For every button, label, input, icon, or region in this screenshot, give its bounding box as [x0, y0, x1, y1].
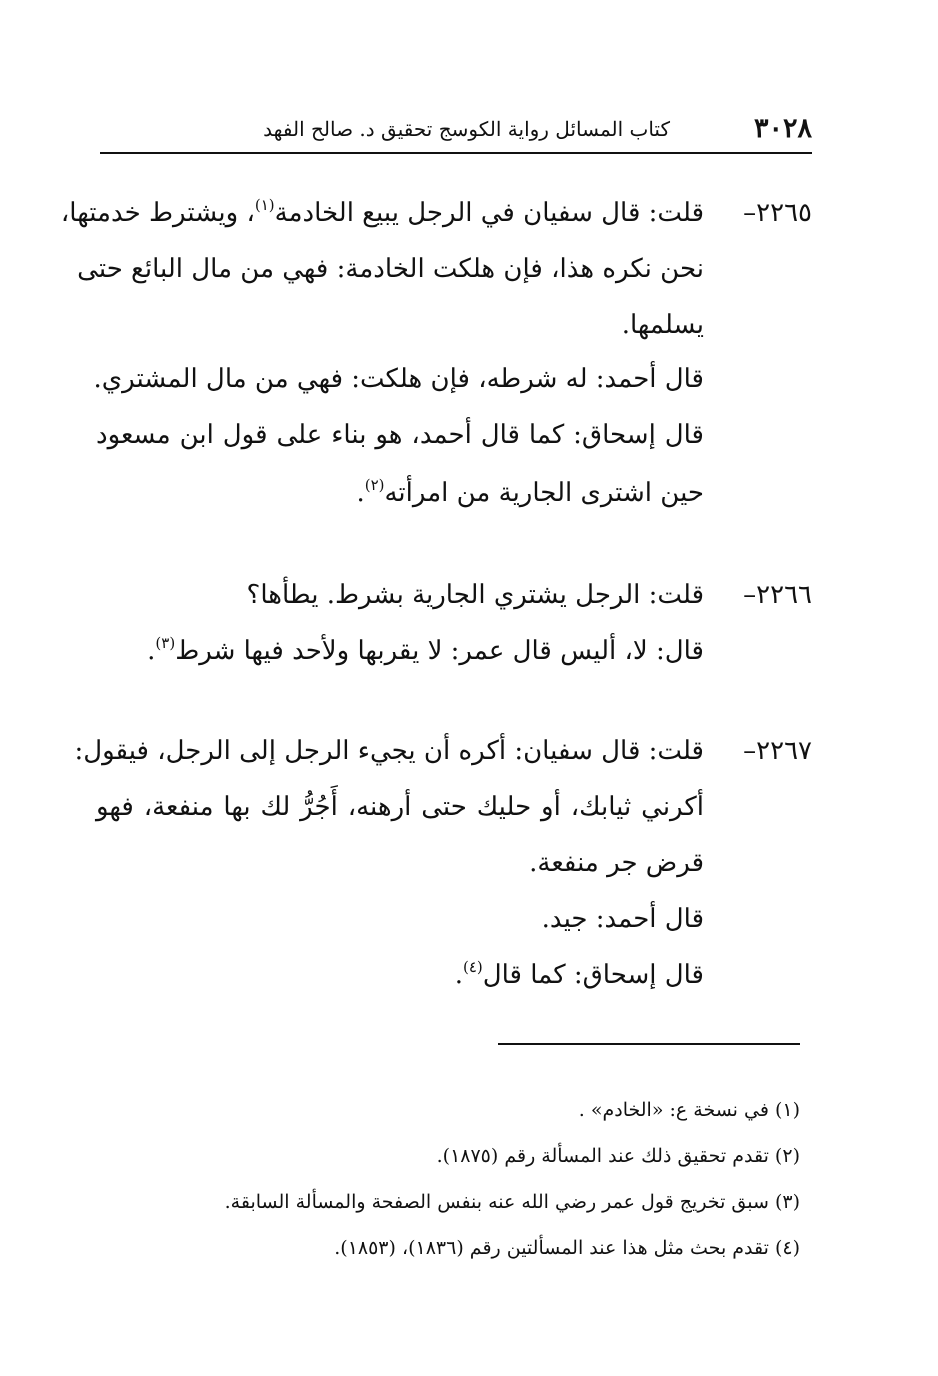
entry-text: قال أحمد: له شرطه، فإن هلكت: فهي من مال المشتري. — [93, 364, 704, 394]
footnote-ref: (١) — [254, 196, 275, 214]
entry-line — [96, 572, 812, 618]
entry-text: قرض جر منفعة. — [529, 848, 704, 878]
footnote-1: (١) في نسخة ع: «الخادم» . — [578, 1099, 800, 1121]
running-title: كتاب المسائل رواية الكوسج تحقيق د. صالح الفهد — [263, 117, 670, 141]
footnote-2: (٢) تقدم تحقيق ذلك عند المسألة رقم (١٨٧٥). — [436, 1145, 800, 1167]
entry-line — [60, 190, 812, 236]
page-header — [100, 108, 812, 152]
entry-text: قلت: الرجل يشتري الجارية بشرط. يطأها؟ — [246, 580, 704, 610]
entry-line — [74, 728, 812, 774]
entry-text: . — [356, 478, 365, 508]
page-number: ٣٠٢٨ — [753, 113, 812, 144]
entry-line — [96, 628, 704, 674]
footnote-ref: (٤) — [462, 958, 483, 976]
entry-text: حين اشترى الجارية من امرأته — [384, 478, 704, 508]
entry-line — [96, 840, 704, 886]
entry-number: ٢٢٦٦– — [743, 580, 812, 610]
entry-text: قال: لا، أليس قال عمر: لا يقربها ولأحد فيها شرط — [175, 636, 704, 666]
footnote-3: (٣) سبق تخريج قول عمر رضي الله عنه بنفس الصفحة والمسألة السابقة. — [224, 1191, 800, 1213]
entry-line — [96, 896, 704, 942]
entry-line — [96, 302, 704, 348]
footnote-4: (٤) تقدم بحث مثل هذا عند المسألتين رقم (١٨٣٦)، (١٨٥٣). — [334, 1237, 800, 1259]
entry-text: قال إسحاق: كما قال أحمد، هو بناء على قول ابن مسعود — [96, 420, 704, 450]
entry-text: نحن نكره هذا، فإن هلكت الخادمة: فهي من مال البائع حتى — [77, 254, 704, 284]
header-rule — [100, 152, 812, 154]
entry-text: قال أحمد: جيد. — [541, 904, 704, 934]
entry-text: . — [147, 636, 156, 666]
footnote-separator — [498, 1043, 800, 1045]
entry-line — [96, 952, 704, 998]
entry-text: ، ويشترط خدمتها، — [60, 198, 255, 228]
entry-text: . — [454, 960, 463, 990]
entry-line — [96, 470, 704, 516]
entry-line — [96, 412, 704, 458]
entry-text: قال إسحاق: كما قال — [482, 960, 704, 990]
entry-line — [96, 784, 704, 830]
footnote-ref: (٢) — [364, 476, 385, 494]
entry-line — [77, 246, 704, 292]
entry-text: يسلمها. — [621, 310, 704, 340]
entry-text: أكرني ثيابك، أو حليك حتى أرهنه، أَجُرُّ لك بها منفعة، فهو — [96, 792, 704, 822]
entry-text: قلت: قال سفيان في الرجل يبيع الخادمة — [274, 198, 704, 228]
entry-text: قلت: قال سفيان: أكره أن يجيء الرجل إلى الرجل، فيقول: — [74, 736, 704, 766]
entry-number: ٢٢٦٥– — [743, 198, 812, 228]
entry-line — [93, 356, 704, 402]
footnote-ref: (٣) — [155, 634, 176, 652]
entry-number: ٢٢٦٧– — [743, 736, 812, 766]
